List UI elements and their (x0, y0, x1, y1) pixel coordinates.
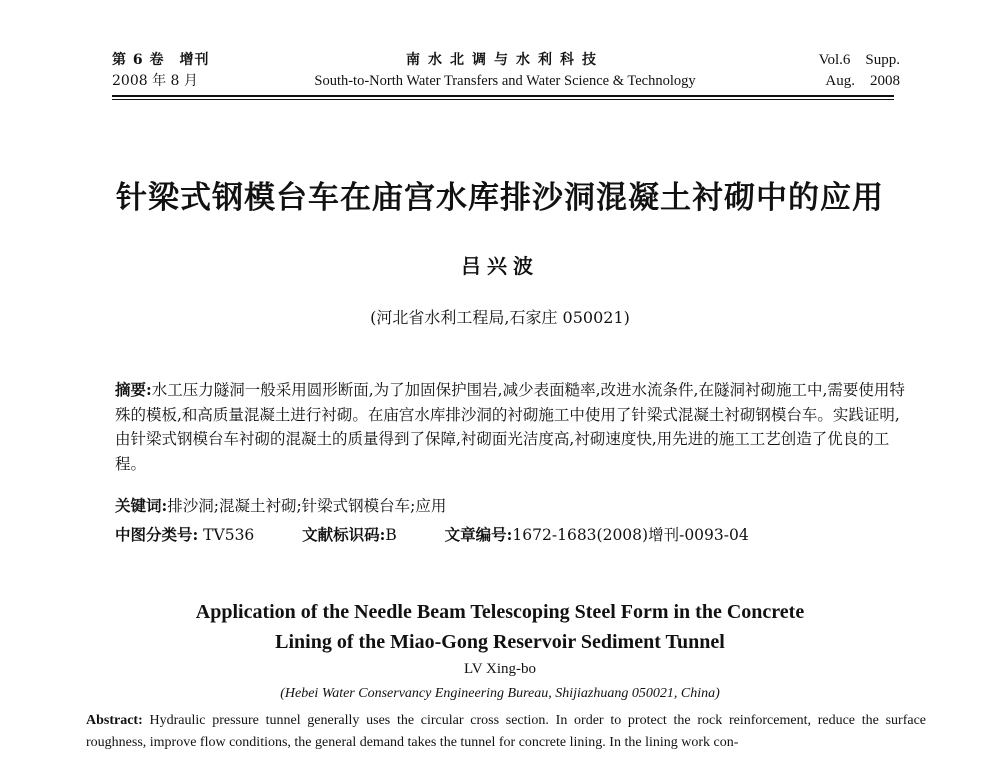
abstract-cn-text: 水工压力隧洞一般采用圆形断面,为了加固保护围岩,减少表面糙率,改进水流条件,在隧洞衬砌施工中,需要使用特殊的模板,和高质量混凝土进行衬砌。在庙宫水库排沙洞的衬砌施工中使用了针梁式混凝土衬砌钢模台车。实践证明,由针梁式钢模台车衬砌的混凝土的质量得到了保障,衬砌面光洁度高,衬砌速度快,用先进的施工工艺创造了优良的工程。 (115, 381, 905, 473)
header-volume-info (112, 50, 210, 92)
english-author: LV Xing-bo (463, 661, 537, 677)
english-abstract-label: Abstract: (86, 713, 143, 728)
doc-code-value: B (385, 526, 397, 544)
header-date-en: Aug. 2008 (825, 73, 900, 89)
english-abstract-text: Hydraulic pressure tunnel generally uses the circular cross section. In order to protect the rock reinforcement, reduce the surface roughness, improve flow conditions, the general demand takes the tunnel for concrete lining. In the lining work con- (86, 713, 926, 750)
header-date: 2008 年 8 月 (112, 73, 198, 89)
abstract-cn-label: 摘要: (115, 380, 152, 399)
clc-label: 中图分类号: (115, 525, 199, 544)
author-name: 吕兴波 (461, 254, 539, 278)
doc-code-label: 文献标识码: (302, 525, 386, 544)
header-vol-en: Vol.6 Supp. (818, 52, 900, 68)
abstract-cn (115, 378, 905, 476)
journal-name-cn: 南水北调与水利科技 (406, 52, 604, 68)
paper-title: 针梁式钢模台车在庙宫水库排沙洞混凝土衬砌中的应用 (116, 180, 884, 216)
keywords-text: 排沙洞;混凝土衬砌;针梁式钢模台车;应用 (167, 497, 447, 515)
header-rule-thin (112, 99, 894, 100)
keywords-label: 关键词: (115, 496, 168, 515)
journal-name-en: South-to-North Water Transfers and Water Science & Technology (314, 73, 696, 89)
article-number-label: 文章编号: (444, 525, 513, 544)
english-title (0, 597, 1000, 657)
header-journal (285, 50, 725, 92)
header-volume-en (819, 50, 900, 92)
english-affiliation: (Hebei Water Conservancy Engineering Bureau, Shijiazhuang 050021, China) (280, 686, 720, 701)
english-title-line2: Lining of the Miao-Gong Reservoir Sediment Tunnel (275, 631, 725, 653)
author-affiliation: (河北省水利工程局,石家庄 050021) (370, 308, 630, 327)
header-volume: 第 6 卷 增刊 (112, 52, 210, 68)
english-title-line1: Application of the Needle Beam Telescoping Steel Form in the Concrete (195, 601, 805, 623)
classification-line (115, 523, 905, 547)
english-abstract (86, 710, 926, 754)
keywords-cn (115, 494, 905, 518)
header-rule-thick (112, 95, 894, 97)
article-number-value: 1672-1683(2008)增刊-0093-04 (512, 526, 749, 544)
clc-value: TV536 (203, 526, 255, 544)
